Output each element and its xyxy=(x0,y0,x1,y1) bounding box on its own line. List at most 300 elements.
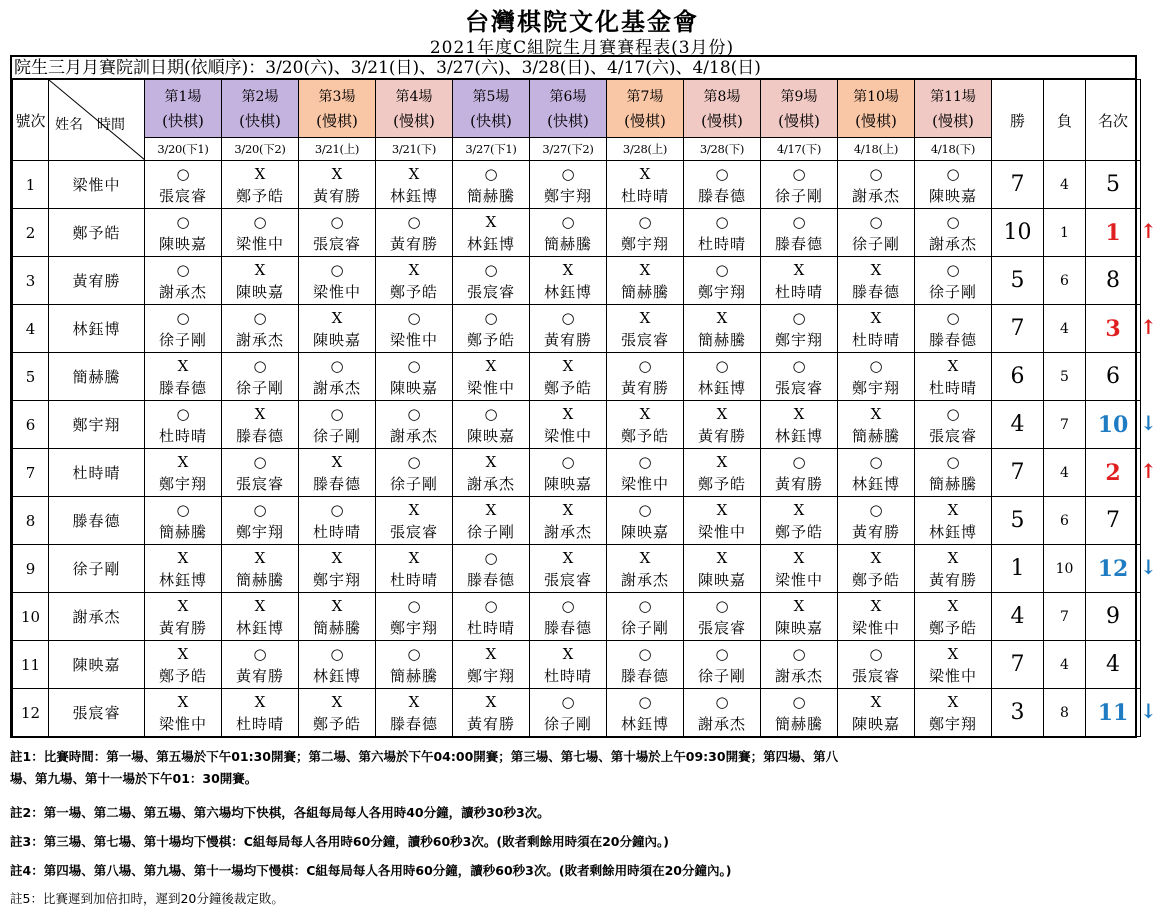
game-result: X xyxy=(331,452,343,471)
player-number: 12 xyxy=(13,689,49,737)
game-result: ○ xyxy=(407,596,421,615)
game-cell xyxy=(838,593,915,641)
game-cell xyxy=(376,257,453,305)
game-opponent: 杜時晴 xyxy=(774,282,823,301)
game-opponent: 梁惟中 xyxy=(235,234,284,253)
rank-down-arrow-icon: ↓ xyxy=(1140,555,1157,579)
game-opponent: 林鈺博 xyxy=(158,570,207,589)
player-losses: 10 xyxy=(1044,545,1086,593)
game-cell xyxy=(145,257,222,305)
player-wins: 3 xyxy=(992,689,1044,737)
game-opponent: 鄭予皓 xyxy=(774,522,823,541)
game-cell xyxy=(607,209,684,257)
game-result: X xyxy=(793,500,805,519)
player-losses: 1 xyxy=(1044,209,1086,257)
game-cell xyxy=(607,545,684,593)
game-result: ○ xyxy=(484,596,498,615)
header-time: 時間 xyxy=(97,117,125,133)
player-wins: 4 xyxy=(992,401,1044,449)
game-cell xyxy=(376,593,453,641)
game-result: ○ xyxy=(792,356,806,375)
game-cell xyxy=(376,449,453,497)
game-result: X xyxy=(562,500,574,519)
round-date: 3/27(下1) xyxy=(453,138,530,161)
game-opponent: 張宸睿 xyxy=(774,378,823,397)
game-result: X xyxy=(485,644,497,663)
game-opponent: 張宸睿 xyxy=(620,330,669,349)
game-cell xyxy=(684,353,761,401)
game-cell xyxy=(530,497,607,545)
round-type: (快棋) xyxy=(162,111,204,130)
player-losses: 6 xyxy=(1044,257,1086,305)
game-result: X xyxy=(254,692,266,711)
game-result: X xyxy=(716,308,728,327)
game-result: ○ xyxy=(869,500,883,519)
game-opponent: 滕春德 xyxy=(928,330,977,349)
game-result: ○ xyxy=(792,692,806,711)
game-opponent: 杜時晴 xyxy=(466,618,515,637)
table-row xyxy=(13,401,1141,449)
game-opponent: 梁惟中 xyxy=(466,378,515,397)
game-cell xyxy=(915,593,992,641)
game-result: X xyxy=(716,548,728,567)
game-result: X xyxy=(639,260,651,279)
game-opponent: 張宸睿 xyxy=(312,234,361,253)
game-opponent: 徐子剛 xyxy=(774,186,823,205)
game-opponent: 徐子剛 xyxy=(312,426,361,445)
game-cell xyxy=(530,689,607,737)
game-cell xyxy=(299,209,376,257)
game-result: ○ xyxy=(869,452,883,471)
game-result: ○ xyxy=(330,356,344,375)
game-result: ○ xyxy=(869,356,883,375)
game-result: X xyxy=(408,548,420,567)
game-opponent: 梁惟中 xyxy=(928,666,977,685)
game-opponent: 謝承杰 xyxy=(312,378,361,397)
game-cell xyxy=(530,449,607,497)
game-opponent: 陳映嘉 xyxy=(774,618,823,637)
game-result: ○ xyxy=(253,500,267,519)
game-cell xyxy=(145,689,222,737)
game-cell xyxy=(684,641,761,689)
header-num: 號次 xyxy=(13,80,49,161)
game-result: X xyxy=(408,692,420,711)
game-cell xyxy=(607,257,684,305)
player-losses: 8 xyxy=(1044,689,1086,737)
round-label: 第2場 xyxy=(241,88,279,105)
game-result: X xyxy=(870,548,882,567)
game-cell xyxy=(838,209,915,257)
round-type: (快棋) xyxy=(239,111,281,130)
round-type: (慢棋) xyxy=(701,111,743,130)
game-cell xyxy=(453,257,530,305)
game-result: ○ xyxy=(176,212,190,231)
game-cell xyxy=(222,257,299,305)
game-opponent: 徐子剛 xyxy=(697,666,746,685)
game-opponent: 黃宥勝 xyxy=(620,378,669,397)
game-result: ○ xyxy=(561,452,575,471)
game-cell xyxy=(299,401,376,449)
game-cell xyxy=(607,305,684,353)
header-wins: 勝 xyxy=(992,80,1044,161)
round-header xyxy=(376,80,453,138)
game-result: ○ xyxy=(330,212,344,231)
game-result: X xyxy=(408,260,420,279)
game-cell xyxy=(299,257,376,305)
game-cell xyxy=(607,353,684,401)
game-opponent: 滕春德 xyxy=(312,474,361,493)
rank-up-arrow-icon: ↑ xyxy=(1140,459,1157,483)
game-result: ○ xyxy=(176,164,190,183)
game-opponent: 黃宥勝 xyxy=(235,666,284,685)
game-result: ○ xyxy=(484,164,498,183)
game-result: ○ xyxy=(869,644,883,663)
game-result: ○ xyxy=(176,308,190,327)
game-result: X xyxy=(177,596,189,615)
game-cell xyxy=(607,401,684,449)
round-type: (快棋) xyxy=(470,111,512,130)
game-cell xyxy=(761,209,838,257)
game-result: ○ xyxy=(638,452,652,471)
game-result: ○ xyxy=(715,692,729,711)
game-cell xyxy=(607,641,684,689)
game-result: ○ xyxy=(176,404,190,423)
game-result: ○ xyxy=(484,404,498,423)
game-result: X xyxy=(639,164,651,183)
game-result: X xyxy=(562,548,574,567)
game-result: ○ xyxy=(946,404,960,423)
table-row xyxy=(13,449,1141,497)
game-opponent: 梁惟中 xyxy=(620,474,669,493)
page-title: 台灣棋院文化基金會 xyxy=(465,7,699,36)
game-cell xyxy=(761,545,838,593)
game-result: ○ xyxy=(946,164,960,183)
game-cell xyxy=(145,593,222,641)
table-row xyxy=(13,257,1141,305)
player-rank: 6 xyxy=(1086,353,1141,401)
game-opponent: 林鈺博 xyxy=(543,282,592,301)
round-label: 第5場 xyxy=(472,88,510,105)
round-header xyxy=(607,80,684,138)
game-cell xyxy=(530,593,607,641)
header-rank: 名次 xyxy=(1086,80,1141,161)
game-opponent: 陳映嘉 xyxy=(235,282,284,301)
game-opponent: 徐子剛 xyxy=(466,522,515,541)
game-cell xyxy=(915,305,992,353)
game-result: ○ xyxy=(792,308,806,327)
game-result: X xyxy=(331,692,343,711)
game-result: X xyxy=(639,308,651,327)
game-cell xyxy=(145,353,222,401)
game-opponent: 陳映嘉 xyxy=(928,186,977,205)
player-wins: 10 xyxy=(992,209,1044,257)
game-result: ○ xyxy=(561,596,575,615)
game-result: X xyxy=(254,596,266,615)
game-cell xyxy=(607,161,684,209)
game-cell xyxy=(838,161,915,209)
game-cell xyxy=(838,497,915,545)
player-wins: 5 xyxy=(992,497,1044,545)
game-cell xyxy=(453,305,530,353)
player-wins: 4 xyxy=(992,593,1044,641)
game-cell xyxy=(222,161,299,209)
game-cell xyxy=(145,449,222,497)
game-result: ○ xyxy=(253,356,267,375)
game-opponent: 鄭宇翔 xyxy=(774,330,823,349)
game-cell xyxy=(299,497,376,545)
table-row xyxy=(13,305,1141,353)
game-cell xyxy=(761,593,838,641)
player-rank: 8 xyxy=(1086,257,1141,305)
game-cell xyxy=(453,449,530,497)
game-cell xyxy=(915,257,992,305)
game-cell xyxy=(915,353,992,401)
round-type: (快棋) xyxy=(547,111,589,130)
game-opponent: 黃宥勝 xyxy=(774,474,823,493)
player-name: 張宸睿 xyxy=(49,689,145,737)
game-opponent: 黃宥勝 xyxy=(158,618,207,637)
game-result: ○ xyxy=(176,500,190,519)
game-opponent: 梁惟中 xyxy=(851,618,900,637)
player-number: 2 xyxy=(13,209,49,257)
game-result: ○ xyxy=(792,212,806,231)
player-name: 滕春德 xyxy=(49,497,145,545)
game-opponent: 滕春德 xyxy=(466,570,515,589)
table-row xyxy=(13,161,1141,209)
game-opponent: 張宸睿 xyxy=(235,474,284,493)
schedule-table xyxy=(12,79,1141,737)
player-rank: 7 xyxy=(1086,497,1141,545)
game-cell xyxy=(915,641,992,689)
player-rank: 11 xyxy=(1086,689,1141,737)
game-cell xyxy=(530,641,607,689)
game-cell xyxy=(376,209,453,257)
game-cell xyxy=(376,353,453,401)
game-opponent: 陳映嘉 xyxy=(543,474,592,493)
game-opponent: 鄭予皓 xyxy=(928,618,977,637)
game-opponent: 簡赫騰 xyxy=(543,234,592,253)
game-cell xyxy=(376,161,453,209)
player-name: 黃宥勝 xyxy=(49,257,145,305)
game-opponent: 謝承杰 xyxy=(697,714,746,733)
game-result: ○ xyxy=(715,212,729,231)
round-header xyxy=(453,80,530,138)
game-cell xyxy=(915,401,992,449)
game-opponent: 鄭宇翔 xyxy=(312,570,361,589)
game-result: X xyxy=(331,596,343,615)
game-cell xyxy=(915,545,992,593)
player-name: 謝承杰 xyxy=(49,593,145,641)
game-cell xyxy=(145,305,222,353)
game-cell xyxy=(453,161,530,209)
game-opponent: 林鈺博 xyxy=(851,474,900,493)
round-type: (慢棋) xyxy=(778,111,820,130)
player-name: 梁惟中 xyxy=(49,161,145,209)
round-label: 第6場 xyxy=(549,88,587,105)
game-result: X xyxy=(947,356,959,375)
game-opponent: 陳映嘉 xyxy=(466,426,515,445)
game-cell xyxy=(530,305,607,353)
game-cell xyxy=(915,689,992,737)
player-number: 10 xyxy=(13,593,49,641)
game-result: ○ xyxy=(638,356,652,375)
round-label: 第10場 xyxy=(853,88,899,105)
game-opponent: 陳映嘉 xyxy=(697,570,746,589)
game-opponent: 簡赫騰 xyxy=(774,714,823,733)
game-result: ○ xyxy=(407,356,421,375)
game-cell xyxy=(453,689,530,737)
game-opponent: 鄭予皓 xyxy=(389,282,438,301)
game-result: ○ xyxy=(715,644,729,663)
note-1-line-1: 註1：比賽時間：第一場、第五場於下午01:30開賽；第二場、第六場於下午04:00開賽；第三場、第七場、第十場於上午09:30開賽；第四場、第八 xyxy=(10,749,839,764)
header-row xyxy=(13,80,1141,138)
training-dates: 院生三月月賽院訓日期(依順序)：3/20(六)、3/21(日)、3/27(六)、3/28(日)、4/17(六)、4/18(日) xyxy=(12,57,1135,79)
game-result: X xyxy=(793,260,805,279)
game-cell xyxy=(145,497,222,545)
game-result: ○ xyxy=(253,644,267,663)
round-label: 第4場 xyxy=(395,88,433,105)
game-cell xyxy=(222,497,299,545)
game-opponent: 滕春德 xyxy=(389,714,438,733)
game-opponent: 黃宥勝 xyxy=(543,330,592,349)
game-opponent: 杜時晴 xyxy=(697,234,746,253)
game-cell xyxy=(145,641,222,689)
player-losses: 7 xyxy=(1044,401,1086,449)
game-result: X xyxy=(716,500,728,519)
game-opponent: 張宸睿 xyxy=(928,426,977,445)
game-opponent: 杜時晴 xyxy=(389,570,438,589)
game-result: X xyxy=(870,260,882,279)
game-result: ○ xyxy=(407,644,421,663)
table-row xyxy=(13,209,1141,257)
game-opponent: 鄭宇翔 xyxy=(620,234,669,253)
game-result: ○ xyxy=(330,500,344,519)
player-rank: 3 xyxy=(1086,305,1141,353)
game-opponent: 簡赫騰 xyxy=(235,570,284,589)
game-cell xyxy=(299,641,376,689)
game-cell xyxy=(684,257,761,305)
game-result: X xyxy=(870,308,882,327)
game-cell xyxy=(838,401,915,449)
game-opponent: 黃宥勝 xyxy=(928,570,977,589)
round-date: 4/18(上) xyxy=(838,138,915,161)
game-opponent: 徐子剛 xyxy=(389,474,438,493)
game-cell xyxy=(145,161,222,209)
player-name: 鄭宇翔 xyxy=(49,401,145,449)
game-opponent: 林鈺博 xyxy=(466,234,515,253)
game-cell xyxy=(915,161,992,209)
player-number: 5 xyxy=(13,353,49,401)
game-opponent: 謝承杰 xyxy=(928,234,977,253)
game-cell xyxy=(684,497,761,545)
game-cell xyxy=(607,593,684,641)
game-result: X xyxy=(254,260,266,279)
game-result: X xyxy=(947,596,959,615)
game-result: X xyxy=(716,404,728,423)
game-result: ○ xyxy=(715,164,729,183)
game-result: X xyxy=(562,404,574,423)
game-cell xyxy=(299,689,376,737)
game-opponent: 謝承杰 xyxy=(620,570,669,589)
game-cell xyxy=(838,545,915,593)
player-number: 6 xyxy=(13,401,49,449)
table-row xyxy=(13,641,1141,689)
game-opponent: 陳映嘉 xyxy=(158,234,207,253)
game-result: X xyxy=(408,500,420,519)
game-cell xyxy=(684,593,761,641)
header-name: 姓名 xyxy=(55,117,83,133)
player-number: 3 xyxy=(13,257,49,305)
game-result: ○ xyxy=(792,164,806,183)
game-result: ○ xyxy=(946,452,960,471)
game-cell xyxy=(838,689,915,737)
game-opponent: 林鈺博 xyxy=(697,378,746,397)
game-opponent: 鄭宇翔 xyxy=(851,378,900,397)
game-opponent: 徐子剛 xyxy=(851,234,900,253)
game-opponent: 黃宥勝 xyxy=(389,234,438,253)
game-opponent: 簡赫騰 xyxy=(158,522,207,541)
game-cell xyxy=(453,545,530,593)
game-result: ○ xyxy=(561,164,575,183)
date-row xyxy=(13,138,1141,161)
game-cell xyxy=(453,209,530,257)
game-result: X xyxy=(254,548,266,567)
game-opponent: 鄭宇翔 xyxy=(543,186,592,205)
game-cell xyxy=(761,161,838,209)
game-result: X xyxy=(793,548,805,567)
game-opponent: 滕春德 xyxy=(158,378,207,397)
game-cell xyxy=(376,305,453,353)
game-result: ○ xyxy=(330,260,344,279)
game-opponent: 鄭予皓 xyxy=(235,186,284,205)
note-5: 註5：比賽遲到加倍扣時，遲到20分鐘後裁定敗。 xyxy=(10,891,284,906)
game-cell xyxy=(222,545,299,593)
game-opponent: 謝承杰 xyxy=(851,186,900,205)
game-cell xyxy=(376,641,453,689)
game-opponent: 謝承杰 xyxy=(774,666,823,685)
player-wins: 6 xyxy=(992,353,1044,401)
game-cell xyxy=(222,353,299,401)
game-opponent: 滕春德 xyxy=(543,618,592,637)
player-losses: 4 xyxy=(1044,305,1086,353)
player-wins: 7 xyxy=(992,305,1044,353)
game-result: ○ xyxy=(253,308,267,327)
player-losses: 6 xyxy=(1044,497,1086,545)
game-opponent: 簡赫騰 xyxy=(851,426,900,445)
game-cell xyxy=(684,401,761,449)
game-result: X xyxy=(331,308,343,327)
game-result: ○ xyxy=(638,692,652,711)
game-opponent: 滕春德 xyxy=(851,282,900,301)
player-wins: 5 xyxy=(992,257,1044,305)
game-result: ○ xyxy=(792,452,806,471)
game-cell xyxy=(607,497,684,545)
round-label: 第3場 xyxy=(318,88,356,105)
game-result: X xyxy=(177,356,189,375)
note-1-line-2: 場、第九場、第十一場於下午01：30開賽。 xyxy=(10,771,258,786)
game-result: X xyxy=(331,164,343,183)
game-opponent: 林鈺博 xyxy=(389,186,438,205)
game-cell xyxy=(607,449,684,497)
game-result: X xyxy=(331,548,343,567)
game-result: X xyxy=(177,692,189,711)
game-cell xyxy=(453,593,530,641)
game-cell xyxy=(530,401,607,449)
rank-up-arrow-icon: ↑ xyxy=(1140,219,1157,243)
player-losses: 7 xyxy=(1044,593,1086,641)
game-cell xyxy=(222,401,299,449)
game-result: ○ xyxy=(253,212,267,231)
